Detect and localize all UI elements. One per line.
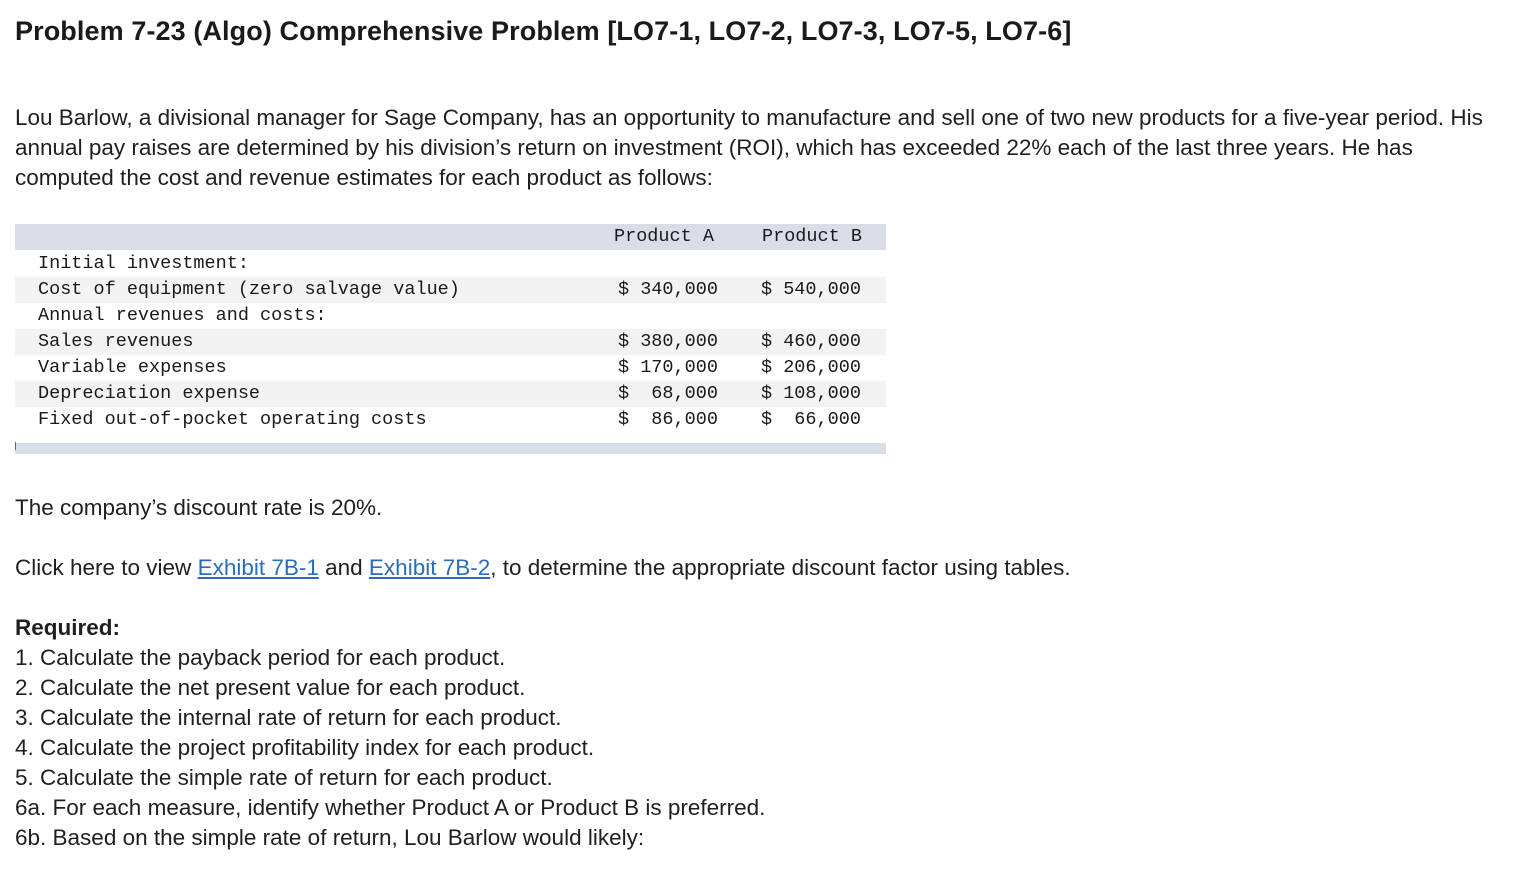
product-b-value: $ 206,000 (761, 357, 861, 378)
page-title: Problem 7-23 (Algo) Comprehensive Problem [LO7-1, LO7-2, LO7-3, LO7-5, LO7-6] (15, 16, 1072, 46)
exhibit-prefix: Click here to view (15, 555, 198, 580)
table-row (15, 329, 886, 355)
column-header-product-b: Product B (762, 226, 862, 247)
product-a-value: $ 86,000 (618, 409, 718, 430)
table-row (15, 251, 886, 277)
row-label: Annual revenues and costs: (38, 305, 327, 326)
product-a-value: $ 170,000 (618, 357, 718, 378)
required-heading: Required: (15, 615, 121, 640)
required-section (15, 613, 765, 853)
cost-revenue-table (15, 224, 886, 454)
table-footer-bar (15, 443, 886, 454)
required-item: 1. Calculate the payback period for each product. (15, 645, 506, 670)
table-footer-tick (15, 442, 16, 450)
row-label: Initial investment: (38, 253, 249, 274)
problem-intro: Lou Barlow, a divisional manager for Sage Company, has an opportunity to manufacture and sell one of two new products for a five-year period. His annual pay raises are determined by his division’s return on investment (ROI), which has exceeded 22% each of the last three years. He has computed the cost and revenue estimates for each product as follows: (15, 105, 1483, 190)
exhibit-7b-1-link[interactable]: Exhibit 7B-1 (197, 555, 319, 580)
required-item: 2. Calculate the net present value for each product. (15, 675, 526, 700)
exhibit-suffix: , to determine the appropriate discount factor using tables. (490, 555, 1071, 580)
product-b-value: $ 108,000 (761, 383, 861, 404)
product-a-value: $ 340,000 (618, 279, 718, 300)
product-a-value: $ 380,000 (618, 331, 718, 352)
required-item: 4. Calculate the project profitability index for each product. (15, 735, 595, 760)
required-item: 5. Calculate the simple rate of return for each product. (15, 765, 553, 790)
exhibit-7b-2-link[interactable]: Exhibit 7B-2 (368, 555, 491, 580)
column-header-product-a: Product A (614, 226, 714, 247)
exhibit-middle: and (318, 555, 369, 580)
product-b-value: $ 540,000 (761, 279, 861, 300)
product-a-value: $ 68,000 (618, 383, 718, 404)
table-row (15, 277, 886, 303)
required-item: 3. Calculate the internal rate of return for each product. (15, 705, 562, 730)
required-item: 6a. For each measure, identify whether Product A or Product B is preferred. (15, 795, 766, 820)
row-label: Depreciation expense (38, 383, 261, 404)
table-row (15, 381, 886, 407)
required-item: 6b. Based on the simple rate of return, Lou Barlow would likely: (15, 825, 645, 850)
row-label: Cost of equipment (zero salvage value) (38, 279, 460, 300)
table-row (15, 407, 886, 433)
table-header (15, 224, 886, 250)
product-b-value: $ 460,000 (761, 331, 861, 352)
row-label: Variable expenses (38, 357, 227, 378)
discount-rate-text: The company’s discount rate is 20%. (15, 495, 383, 520)
row-label: Fixed out-of-pocket operating costs (38, 409, 427, 430)
table-row (15, 303, 886, 329)
product-b-value: $ 66,000 (761, 409, 861, 430)
exhibit-instructions (15, 553, 1071, 583)
table-row (15, 355, 886, 381)
row-label: Sales revenues (38, 331, 194, 352)
